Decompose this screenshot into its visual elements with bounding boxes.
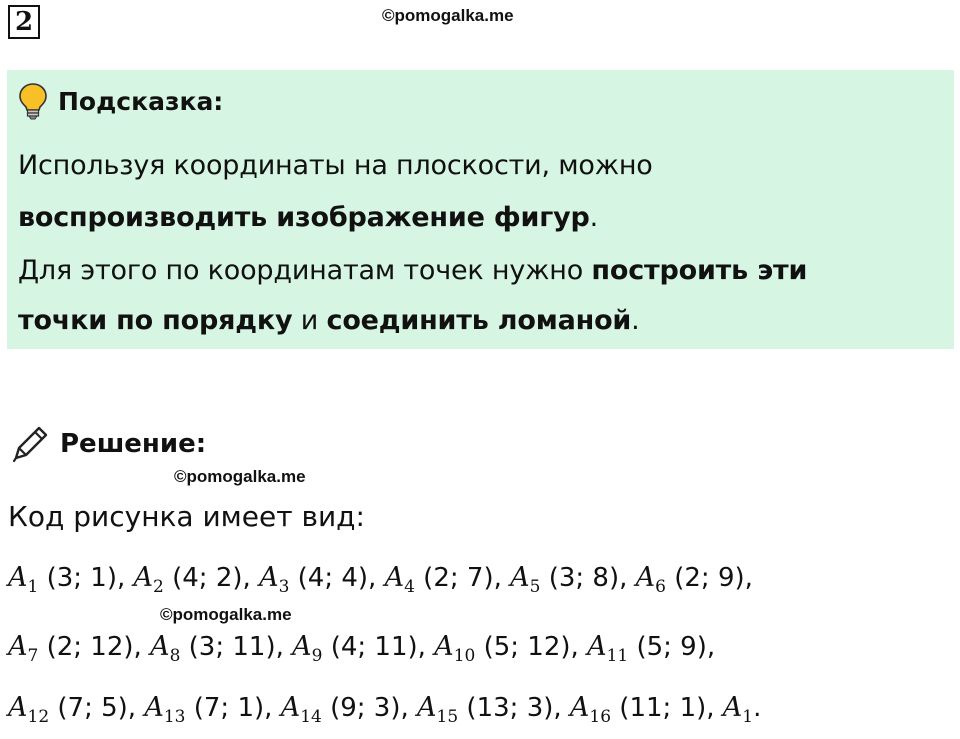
- point-coords: (11; 1),: [611, 693, 723, 723]
- point-index: 9: [311, 646, 323, 666]
- point-item: [144, 692, 281, 727]
- point-item: [587, 631, 716, 666]
- point-coords: (9; 3),: [321, 693, 418, 723]
- point-name: [133, 562, 164, 597]
- point-letter: A: [8, 631, 28, 662]
- solution-header: [10, 424, 206, 464]
- hint-text-segment: точки по порядку: [18, 305, 293, 336]
- hint-text-segment: .: [631, 305, 640, 336]
- point-coords: (3; 11),: [180, 632, 293, 662]
- point-letter: A: [384, 562, 405, 593]
- point-item: [8, 631, 151, 666]
- point-item: [133, 562, 260, 597]
- point-coords: (4; 4),: [289, 563, 385, 593]
- watermark-top: ©pomogalka.me: [382, 6, 514, 25]
- point-index: 12: [27, 707, 50, 727]
- point-index: 4: [404, 577, 415, 597]
- point-name: [569, 692, 612, 727]
- point-letter: A: [259, 562, 279, 593]
- point-name: [150, 631, 181, 666]
- point-name: [8, 631, 39, 666]
- point-name: [259, 562, 290, 597]
- point-coords: (2; 7),: [414, 563, 511, 593]
- hint-text-segment: соединить ломаной: [326, 305, 632, 336]
- point-letter: A: [8, 692, 28, 723]
- solution-intro: Код рисунка имеет вид:: [8, 500, 365, 533]
- point-name: [8, 692, 50, 727]
- point-index: 16: [589, 707, 612, 727]
- point-index: 15: [436, 707, 459, 727]
- point-name: [144, 692, 186, 727]
- hint-header: [18, 82, 223, 120]
- hint-line-2: [18, 202, 598, 233]
- point-item: [417, 692, 570, 727]
- hint-text-segment: и: [292, 305, 327, 336]
- point-index: 8: [169, 646, 181, 666]
- point-name: [635, 562, 666, 597]
- point-index: 14: [300, 707, 322, 727]
- point-name: [280, 692, 322, 727]
- point-letter: A: [635, 562, 656, 593]
- point-index: 5: [529, 577, 541, 597]
- point-index: 10: [453, 646, 476, 666]
- point-item: [292, 631, 435, 666]
- point-index: 3: [278, 577, 290, 597]
- point-coords: (2; 9),: [665, 563, 753, 593]
- point-letter: A: [150, 631, 170, 662]
- point-coords: (4; 2),: [163, 563, 260, 593]
- point-name: [8, 562, 39, 597]
- point-item: [8, 692, 145, 727]
- hint-text-segment: воспроизводить изображение фигур: [18, 202, 590, 233]
- point-index: 2: [153, 577, 164, 597]
- point-letter: A: [434, 631, 454, 662]
- point-index: 1: [742, 707, 754, 727]
- hint-line-4: [18, 305, 640, 336]
- point-item: [259, 562, 385, 597]
- point-name: [722, 692, 754, 727]
- point-letter: A: [8, 562, 28, 593]
- point-coords: (3; 8),: [540, 563, 636, 593]
- point-coords: (3; 1),: [38, 563, 134, 593]
- point-item: [8, 562, 134, 597]
- point-item: [722, 692, 762, 727]
- point-letter: A: [292, 631, 312, 662]
- task-number-box: [8, 5, 40, 39]
- point-index: 7: [27, 646, 39, 666]
- point-item: [635, 562, 753, 597]
- point-letter: A: [280, 692, 301, 723]
- point-letter: A: [144, 692, 164, 723]
- hint-text-segment: .: [589, 202, 599, 233]
- points-line-2: [8, 631, 715, 666]
- points-line-3: [8, 692, 761, 727]
- point-coords: (5; 9),: [628, 632, 716, 662]
- hint-text-segment: построить эти: [591, 255, 808, 286]
- lightbulb-icon: [18, 82, 48, 120]
- point-item: [569, 692, 723, 727]
- point-letter: A: [722, 692, 743, 723]
- point-name: [384, 562, 415, 597]
- point-letter: A: [417, 692, 437, 723]
- point-index: 6: [655, 577, 666, 597]
- hint-line-3: [18, 255, 807, 286]
- point-name: [587, 631, 629, 666]
- point-item: [434, 631, 588, 666]
- hint-title: Подсказка:: [58, 86, 224, 116]
- point-coords: (2; 12),: [38, 632, 151, 662]
- point-name: [510, 562, 541, 597]
- hint-line-1: [18, 150, 653, 181]
- solution-title: Решение:: [60, 429, 207, 459]
- point-letter: A: [569, 692, 590, 723]
- point-coords: (13; 3),: [458, 693, 570, 723]
- watermark-bottom: ©pomogalka.me: [160, 605, 292, 624]
- pencil-icon: [10, 424, 50, 464]
- point-coords: (7; 5),: [49, 693, 145, 723]
- task-number: 2: [14, 7, 34, 37]
- point-index: 11: [606, 646, 629, 666]
- watermark-middle: ©pomogalka.me: [174, 467, 306, 486]
- points-line-1: [8, 562, 753, 597]
- point-index: 13: [163, 707, 186, 727]
- point-item: [384, 562, 511, 597]
- hint-text-segment: Используя координаты на плоскости, можно: [18, 150, 653, 181]
- point-item: [150, 631, 293, 666]
- point-item: [510, 562, 636, 597]
- point-name: [434, 631, 476, 666]
- point-index: 1: [27, 577, 39, 597]
- point-letter: A: [510, 562, 530, 593]
- point-letter: A: [133, 562, 154, 593]
- point-name: [292, 631, 323, 666]
- point-coords: (4; 11),: [322, 632, 435, 662]
- point-letter: A: [587, 631, 607, 662]
- hint-text-segment: Для этого по координатам точек нужно: [18, 255, 592, 286]
- point-name: [417, 692, 459, 727]
- point-coords: (7; 1),: [185, 693, 281, 723]
- point-coords: (5; 12),: [475, 632, 588, 662]
- point-item: [280, 692, 418, 727]
- point-coords: .: [753, 693, 762, 723]
